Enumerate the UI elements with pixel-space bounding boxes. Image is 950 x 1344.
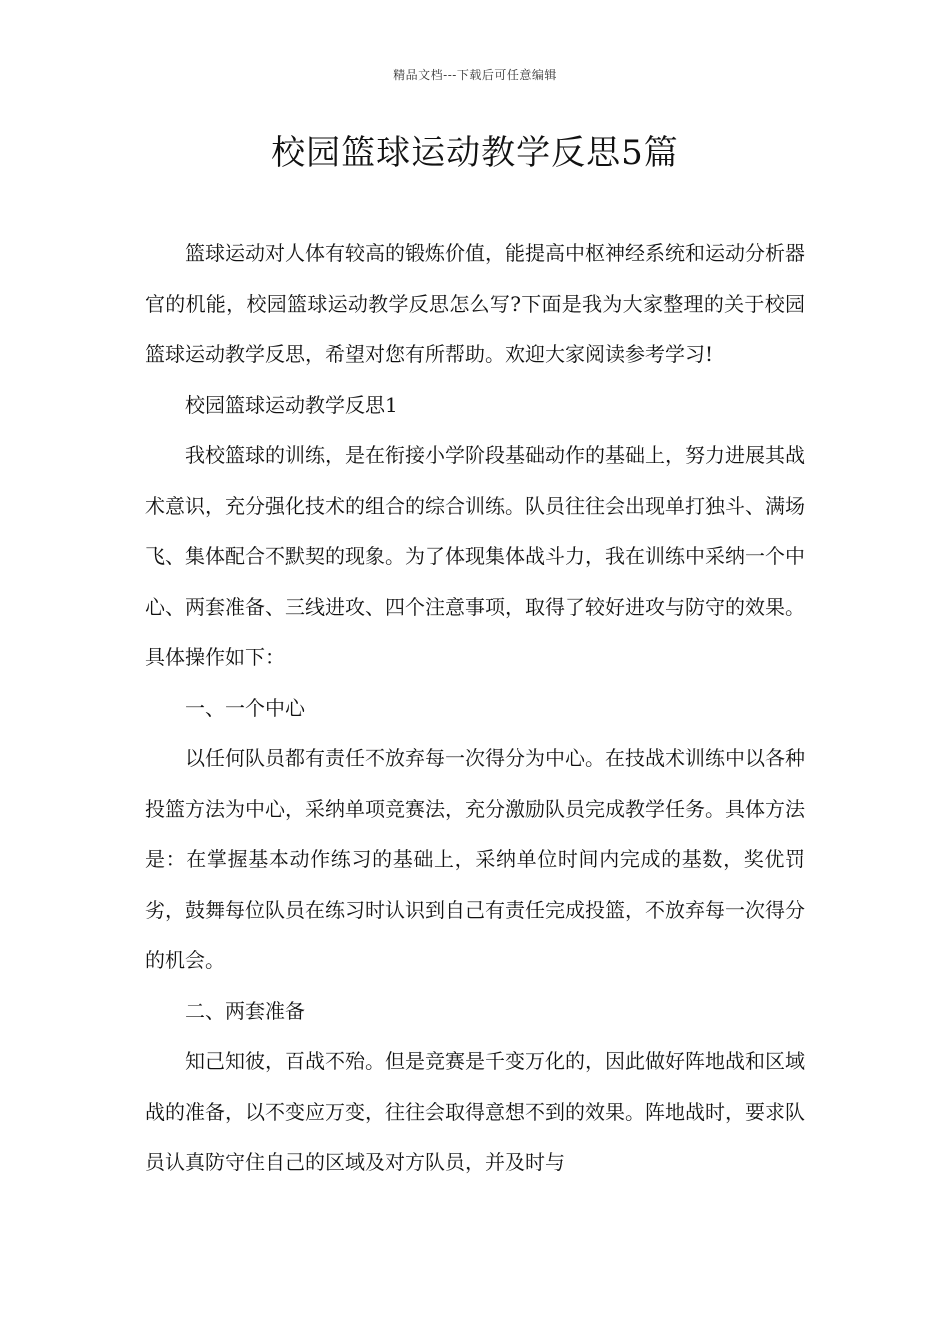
document-body: [145, 228, 805, 1188]
intro-paragraph: 篮球运动对人体有较高的锻炼价值，能提高中枢神经系统和运动分析器官的机能，校园篮球运动教学反思怎么写?下面是我为大家整理的关于校园篮球运动教学反思，希望对您有所帮助。欢迎大家阅读参考学习!: [145, 241, 805, 366]
subheading-two-preparations: 二、两套准备: [185, 998, 305, 1023]
subheading-one-center: 一、一个中心: [185, 695, 305, 720]
body-paragraph: 以任何队员都有责任不放弃每一次得分为中心。在技战术训练中以各种投篮方法为中心，采纳单项竞赛法，充分激励队员完成教学任务。具体方法是：在掌握基本动作练习的基础上，采纳单位时间内完成的基数，奖优罚劣，鼓舞每位队员在练习时认识到自己有责任完成投篮，不放弃每一次得分的机会。: [145, 746, 805, 972]
section-heading-reflection-1: 校园篮球运动教学反思1: [185, 392, 398, 417]
document-title: 校园篮球运动教学反思5篇: [271, 133, 679, 173]
body-paragraph: 知己知彼，百战不殆。但是竞赛是千变万化的，因此做好阵地战和区域战的准备，以不变应万变，往往会取得意想不到的效果。阵地战时，要求队员认真防守住自己的区域及对方队员，并及时与: [145, 1049, 805, 1174]
header-note: 精品文档---下载后可任意编辑: [393, 68, 557, 82]
body-paragraph: 我校篮球的训练，是在衔接小学阶段基础动作的基础上，努力进展其战术意识，充分强化技术的组合的综合训练。队员往往会出现单打独斗、满场飞、集体配合不默契的现象。为了体现集体战斗力，我在训练中采纳一个中心、两套准备、三线进攻、四个注意事项，取得了较好进攻与防守的效果。具体操作如下：: [145, 443, 805, 669]
